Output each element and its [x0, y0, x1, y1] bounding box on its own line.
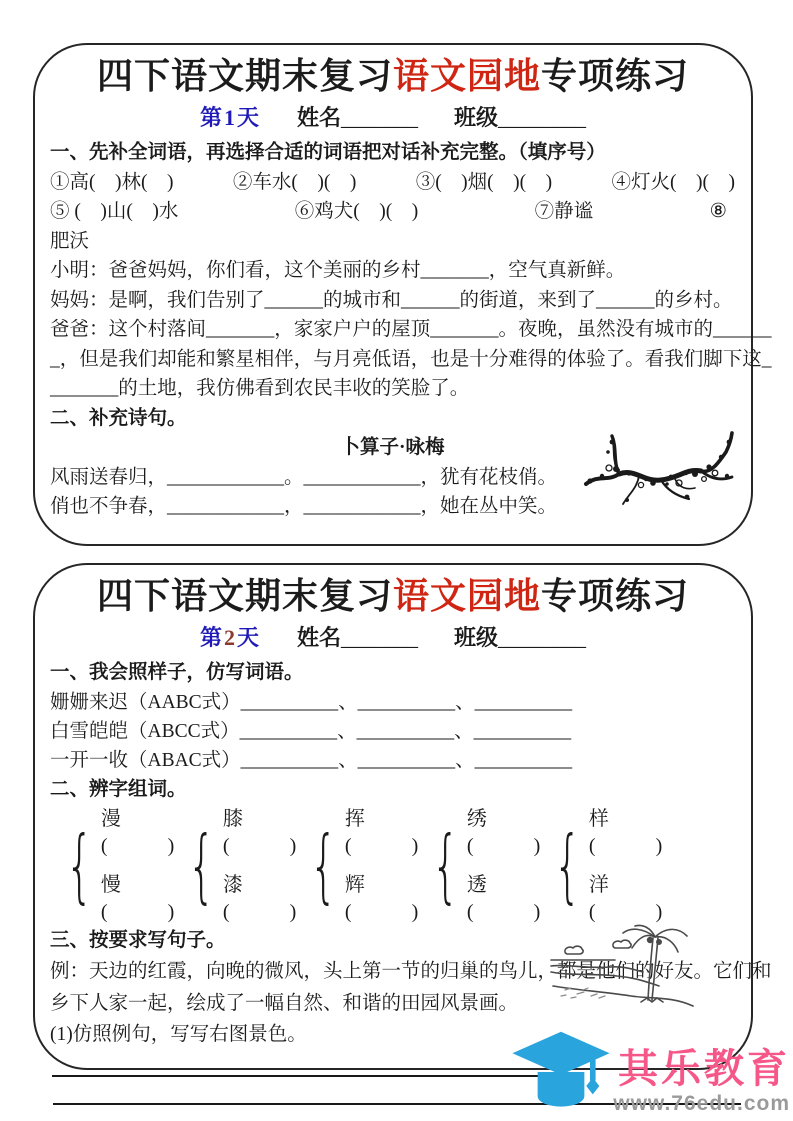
day-header [35, 623, 751, 653]
worksheet-card-day2 [33, 563, 772, 1070]
poem-line-2: 俏也不争春，____________，____________，她在丛中笑。 [50, 496, 558, 517]
char-pair-4 [420, 806, 542, 926]
pair-top: 绣( ) [466, 808, 541, 857]
char-pair-5 [542, 806, 664, 926]
name-field [297, 103, 418, 133]
class-blank: ________ [498, 625, 587, 650]
title-text-pre: 四下语文期末复习 [96, 576, 393, 616]
day-prefix: 第 [199, 105, 224, 130]
example-line-1: 例：天边的红霞，向晚的微风，头上第一节的归巢的鸟儿，都是他们的好友。它们和 [50, 960, 772, 982]
word-items-row1 [50, 168, 735, 198]
brace-glyph: { [431, 819, 460, 912]
pair-bottom: 慢( ) [100, 874, 175, 923]
day-badge [200, 103, 261, 133]
name-blank: _______ [341, 105, 419, 130]
pair-top: 膝( ) [222, 808, 297, 857]
title-text-post: 专项练习 [541, 576, 690, 616]
word-pattern-abcc: 白雪皑皑（ABCC式）__________、__________、__________ [50, 720, 572, 742]
word-item-4: ④灯火( )( ) [611, 171, 735, 193]
brand-name: 其乐教育 [618, 1047, 790, 1091]
word-pattern-abac: 一开一收（ABAC式）__________、__________、__________ [50, 749, 573, 771]
word-item-5: ⑤ ( )山( )水 [50, 201, 179, 222]
day-badge [200, 623, 261, 653]
class-label: 班级 [454, 105, 499, 130]
dialog-line-mama: 妈妈：是啊，我们告别了______的城市和______的街道，来到了______的乡村。 [50, 289, 733, 311]
word-item-3: ③( )烟( )( ) [415, 171, 553, 193]
pair-top: 样( ) [588, 808, 663, 857]
brace-glyph: { [65, 819, 94, 912]
section1-heading: 一、我会照样子，仿写词语。 [50, 662, 304, 683]
subtask-line: (1)仿照例句，写写右图景色。 [50, 1023, 307, 1045]
poem-line-1: 风雨送春归，____________。____________，犹有花枝俏。 [50, 466, 558, 488]
class-field [454, 103, 586, 133]
pair-bottom: 透( ) [466, 874, 541, 923]
brand-url: www.76edu.com [613, 1092, 790, 1115]
word-item-7: ⑦静谧 [534, 201, 594, 222]
pair-top: 挥( ) [344, 808, 419, 857]
brand-footer [511, 1029, 790, 1117]
day-number: 2 [223, 625, 237, 650]
char-pair-1 [54, 806, 176, 926]
brace-glyph: { [553, 819, 582, 912]
word-item-8-continued: 肥沃 [50, 230, 90, 252]
plum-blossom-illustration [583, 424, 735, 520]
name-label: 姓名 [297, 625, 342, 650]
char-pair-2 [176, 806, 298, 926]
name-blank: _______ [341, 625, 419, 650]
poem-title: 卜算子·咏梅 [340, 437, 445, 458]
pair-top: 漫( ) [100, 808, 175, 857]
word-items-row2 [50, 197, 735, 227]
section2-heading: 二、补充诗句。 [50, 407, 187, 429]
graduation-cap-icon [509, 1029, 613, 1115]
word-item-6: ⑥鸡犬( )( ) [294, 201, 419, 222]
title-highlight: 语文园地 [392, 56, 541, 96]
day-number: 1 [223, 105, 237, 130]
title-text-post: 专项练习 [541, 56, 690, 96]
brand-text-block [613, 1048, 790, 1117]
day-header [35, 103, 751, 133]
day-suffix: 天 [236, 625, 261, 650]
day-prefix: 第 [199, 625, 224, 650]
name-label: 姓名 [297, 105, 342, 130]
title-highlight: 语文园地 [392, 576, 541, 616]
pair-bottom: 洋( ) [588, 874, 663, 923]
brace-glyph: { [187, 819, 216, 912]
dialog-line-baba-3: _______的土地，我仿佛看到农民丰收的笑脸了。 [50, 378, 470, 399]
title-text-pre: 四下语文期末复习 [96, 56, 393, 96]
day-suffix: 天 [236, 105, 261, 130]
class-field [454, 623, 586, 653]
dialog-line-xiaoming: 小明：爸爸妈妈，你们看，这个美丽的乡村_______，空气真新鲜。 [50, 260, 626, 281]
pair-bottom: 辉( ) [344, 874, 419, 923]
section2-heading: 二、辨字组词。 [50, 778, 187, 800]
worksheet-title [35, 54, 751, 99]
char-pairs-row [54, 806, 664, 926]
char-pair-3 [298, 806, 420, 926]
word-pattern-aabc: 姗姗来迟（AABC式）__________、__________、__________ [50, 691, 573, 713]
brace-glyph: { [309, 819, 338, 912]
worksheet-card-day1 [33, 43, 772, 546]
word-item-1: ①高( )林( ) [50, 171, 174, 193]
class-label: 班级 [454, 625, 499, 650]
name-field [297, 623, 418, 653]
word-item-2: ②车水( )( ) [232, 171, 357, 193]
pair-bottom: 漆( ) [222, 874, 297, 923]
example-line-2: 乡下人家一起，绘成了一幅自然、和谐的田园风景画。 [50, 992, 519, 1014]
dialog-line-baba-1: 爸爸：这个村落间_______，家家户户的屋顶_______。夜晚，虽然没有城市的______ [50, 319, 772, 340]
worksheet-title [35, 574, 751, 619]
class-blank: ________ [498, 105, 587, 130]
answer-blank-line-1 [52, 1075, 544, 1077]
section1-heading: 一、先补全词语，再选择合适的词语把对话补充完整。（填序号） [50, 142, 606, 163]
dialog-line-baba-2: _，但是我们却能和繁星相伴，与月亮低语，也是十分难得的体验了。看我们脚下这_ [50, 348, 772, 370]
word-item-8: ⑧ [709, 201, 727, 222]
landscape-illustration [547, 924, 697, 1012]
section3-heading: 三、按要求写句子。 [50, 930, 226, 951]
